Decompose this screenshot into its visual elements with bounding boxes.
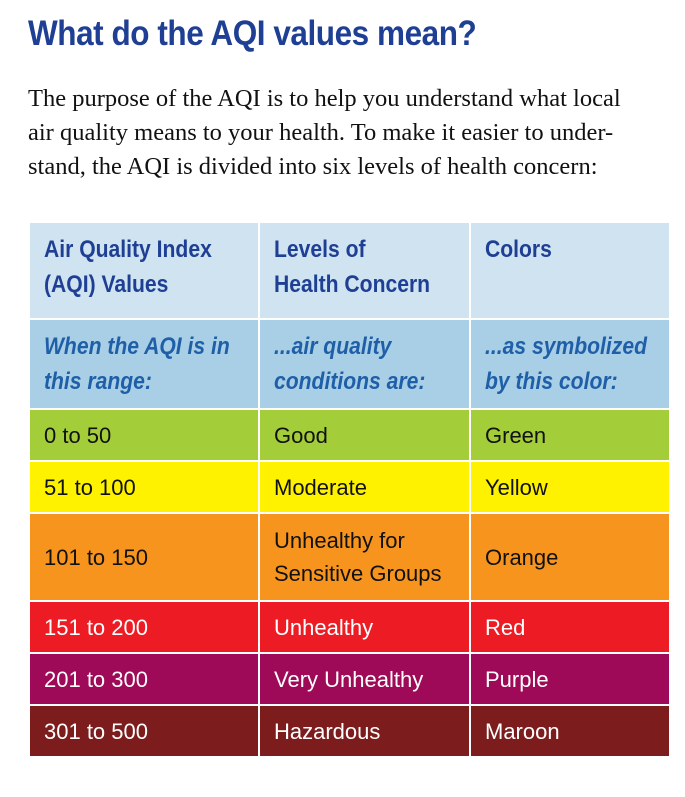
intro-line: The purpose of the AQI is to help you understand what local bbox=[28, 85, 621, 112]
header-health-concern: Levels of Health Concern bbox=[259, 222, 470, 319]
page-title: What do the AQI values mean? bbox=[28, 14, 477, 53]
table-row bbox=[29, 409, 670, 461]
cell-range: 201 to 300 bbox=[29, 653, 259, 705]
header-colors: Colors bbox=[470, 222, 670, 319]
cell-color: Maroon bbox=[470, 705, 670, 757]
subheader-conditions: ...air quality conditions are: bbox=[259, 319, 470, 409]
table-row bbox=[29, 705, 670, 757]
cell-range: 151 to 200 bbox=[29, 601, 259, 653]
cell-concern: Moderate bbox=[259, 461, 470, 513]
table-header-row bbox=[29, 222, 670, 319]
aqi-table bbox=[28, 221, 671, 758]
cell-color: Red bbox=[470, 601, 670, 653]
cell-concern: Unhealthy bbox=[259, 601, 470, 653]
subheader-color: ...as symbolized by this color: bbox=[470, 319, 670, 409]
intro-line: stand, the AQI is divided into six levels of health concern: bbox=[28, 153, 598, 180]
table-row bbox=[29, 601, 670, 653]
table-row bbox=[29, 653, 670, 705]
cell-concern: Hazardous bbox=[259, 705, 470, 757]
cell-color: Orange bbox=[470, 513, 670, 601]
cell-concern: Unhealthy for Sensitive Groups bbox=[259, 513, 470, 601]
cell-range: 51 to 100 bbox=[29, 461, 259, 513]
subheader-range: When the AQI is in this range: bbox=[29, 319, 259, 409]
cell-range: 0 to 50 bbox=[29, 409, 259, 461]
table-subheader-row bbox=[29, 319, 670, 409]
header-aqi-values: Air Quality Index (AQI) Values bbox=[29, 222, 259, 319]
cell-concern: Very Unhealthy bbox=[259, 653, 470, 705]
cell-color: Green bbox=[470, 409, 670, 461]
cell-concern: Good bbox=[259, 409, 470, 461]
intro-paragraph bbox=[28, 82, 668, 184]
cell-color: Yellow bbox=[470, 461, 670, 513]
intro-line: air quality means to your health. To make it easier to under- bbox=[28, 119, 614, 146]
cell-range: 101 to 150 bbox=[29, 513, 259, 601]
table-row bbox=[29, 513, 670, 601]
cell-color: Purple bbox=[470, 653, 670, 705]
cell-range: 301 to 500 bbox=[29, 705, 259, 757]
table-row bbox=[29, 461, 670, 513]
